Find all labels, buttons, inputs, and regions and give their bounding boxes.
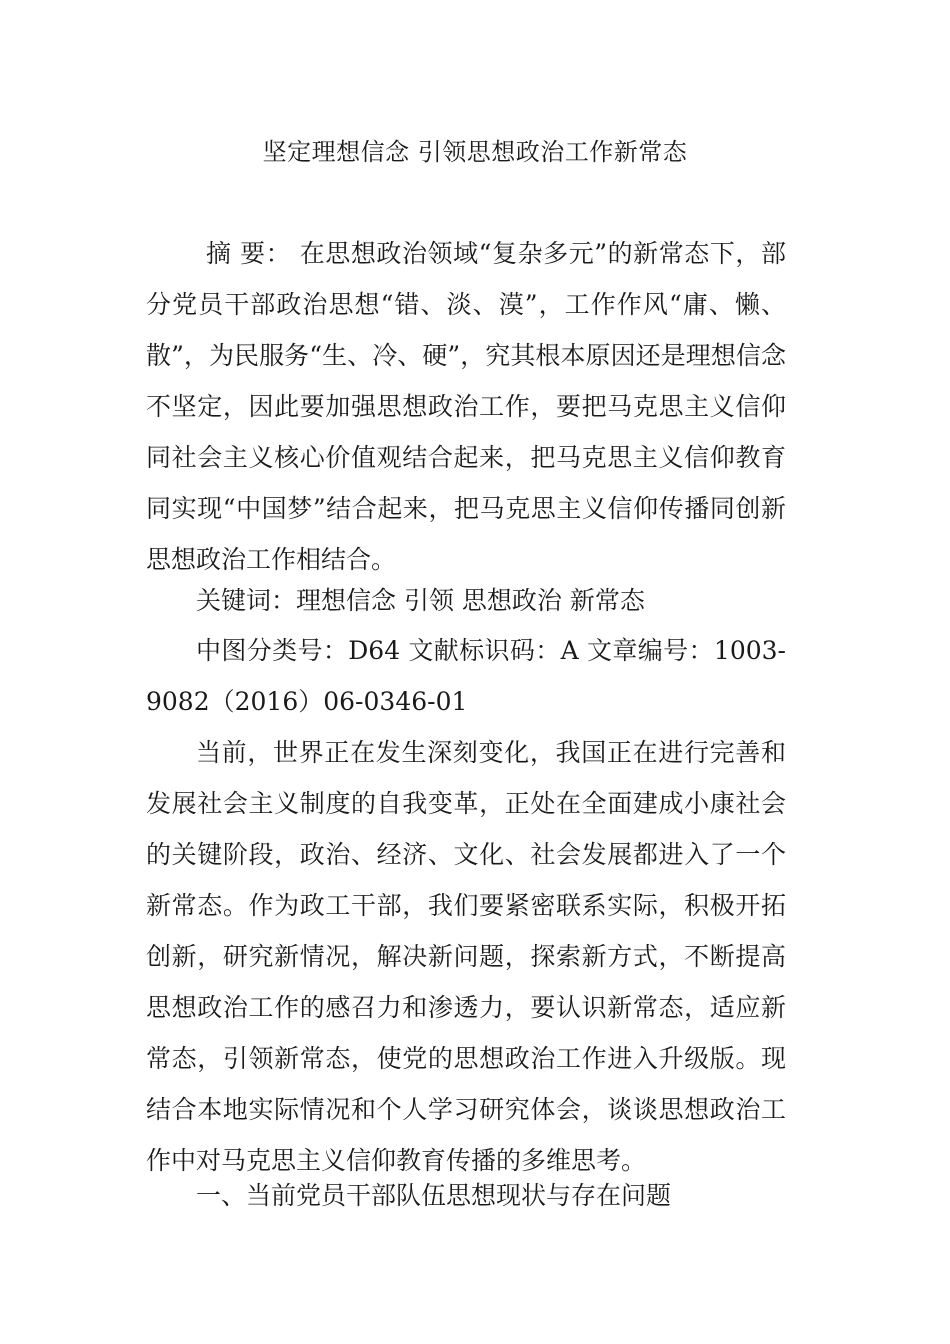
abstract-paragraph — [146, 228, 786, 585]
abstract-text: 在思想政治领域“复杂多元”的新常态下，部分党员干部政治思想“错、淡、漠”，工作作风“庸、懒、散”，为民服务“生、冷、硬”，究其根本原因还是理想信念不坚定，因此要加强思想政治工作，要把马克思主义信仰同社会主义核心价值观结合起来，把马克思主义信仰教育同实现“中国梦”结合起来，把马克思主义信仰传播同创新思想政治工作相结合。 — [146, 239, 786, 574]
section-heading: 一、当前党员干部队伍思想现状与存在问题 — [196, 1181, 672, 1210]
keywords-line: 关键词：理想信念 引领 思想政治 新常态 — [196, 586, 645, 615]
intro-paragraph: 当前，世界正在发生深刻变化，我国正在进行完善和发展社会主义制度的自我变革，正处在全面建成小康社会的关键阶段，政治、经济、文化、社会发展都进入了一个新常态。作为政工干部，我们要紧密联系实际，积极开拓创新，研究新情况，解决新问题，探索新方式，不断提高思想政治工作的感召力和渗透力，要认识新常态，适应新常态，引领新常态，使党的思想政治工作进入升级版。现结合本地实际情况和个人学习研究体会，谈谈思想政治工作中对马克思主义信仰教育传播的多维思考。 — [146, 738, 786, 1175]
classification-line: 中图分类号：D64 文献标识码：A 文章编号：1003-9082（2016）06-0346-01 — [146, 636, 786, 716]
document-title: 坚定理想信念 引领思想政治工作新常态 — [262, 138, 688, 166]
abstract-label: 摘 要： — [206, 239, 292, 268]
